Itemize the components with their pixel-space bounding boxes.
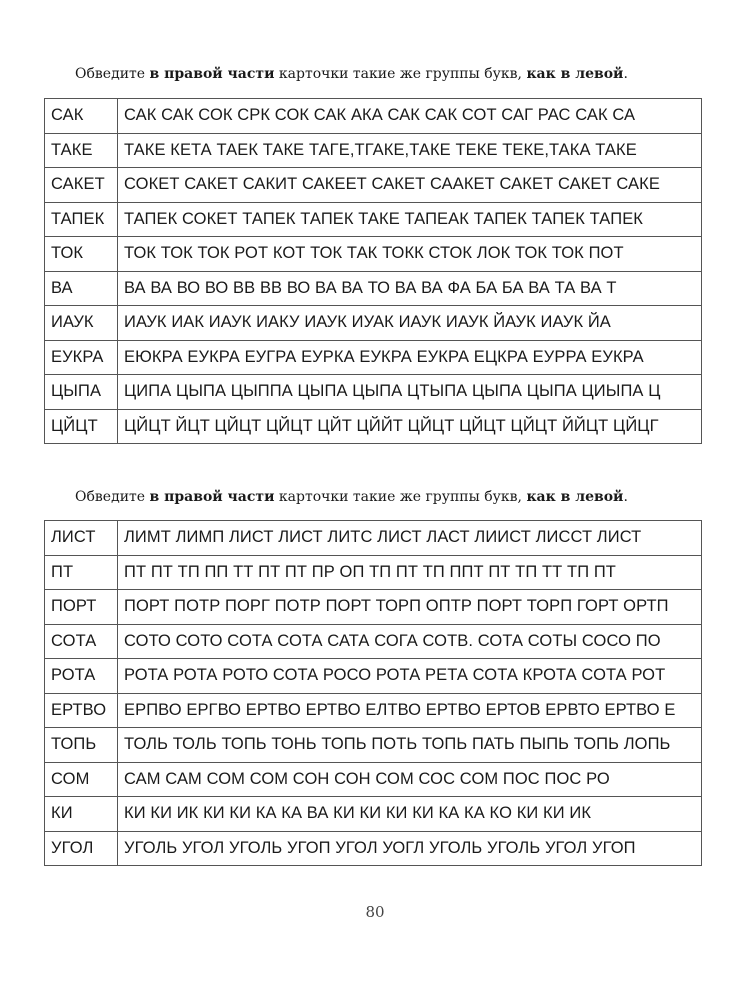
card-row [45, 133, 702, 168]
target-letter-group: РОТА [45, 659, 118, 694]
letter-groups-row: ТОЛЬ ТОЛЬ ТОПЬ ТОНЬ ТОПЬ ПОТЬ ТОПЬ ПАТЬ ПЫПЬ ТОПЬ ЛОПЬ [118, 728, 702, 763]
letter-groups-row: САМ САМ СОМ СОМ СОН СОН СОМ СОС СОМ ПОС ПОС РО [118, 762, 702, 797]
instruction-part: . [623, 489, 628, 505]
letter-groups-row: КИ КИ ИК КИ КИ КА КА ВА КИ КИ КИ КИ КА КА КО КИ КИ ИК [118, 797, 702, 832]
target-letter-group: ПТ [45, 555, 118, 590]
exercise-card-2 [44, 520, 702, 866]
target-letter-group: ИАУК [45, 306, 118, 341]
letter-groups-row: ЕЮКРА ЕУКРА ЕУГРА ЕУРКА ЕУКРА ЕУКРА ЕЦКРА ЕУРРА ЕУКРА [118, 340, 702, 375]
letter-groups-row: ЛИМТ ЛИМП ЛИСТ ЛИСТ ЛИТС ЛИСТ ЛАСТ ЛИИСТ ЛИССТ ЛИСТ [118, 521, 702, 556]
letter-groups-row: ТОК ТОК ТОК РОТ КОТ ТОК ТАК ТОКК СТОК ЛОК ТОК ТОК ПОТ [118, 237, 702, 272]
page-number: 80 [365, 903, 385, 921]
target-letter-group: СОТА [45, 624, 118, 659]
card-row [45, 693, 702, 728]
letter-groups-row: ТАКЕ КЕТА ТАЕК ТАКЕ ТАГЕ,ТГАКЕ,ТАКЕ ТЕКЕ ТЕКЕ,ТАКА ТАКЕ [118, 133, 702, 168]
instruction-part: . [623, 66, 628, 82]
instruction-part: карточки такие же группы букв, [274, 66, 527, 82]
card-row [45, 831, 702, 866]
letter-groups-row: ПТ ПТ ТП ПП ТТ ПТ ПТ ПР ОП ТП ПТ ТП ППТ ПТ ТП ТТ ТП ПТ [118, 555, 702, 590]
letter-groups-row: ИАУК ИАК ИАУК ИАКУ ИАУК ИУАК ИАУК ИАУК ЙАУК ИАУК ЙА [118, 306, 702, 341]
target-letter-group: ТОК [45, 237, 118, 272]
instruction-part: карточки такие же группы букв, [274, 489, 527, 505]
letter-groups-row: ТАПЕК СОКЕТ ТАПЕК ТАПЕК ТАКЕ ТАПЕАК ТАПЕК ТАПЕК ТАПЕК [118, 202, 702, 237]
target-letter-group: ЕУКРА [45, 340, 118, 375]
card-row [45, 237, 702, 272]
card-row [45, 99, 702, 134]
target-letter-group: ЦЙЦТ [45, 409, 118, 444]
instruction-text-2 [75, 489, 695, 505]
target-letter-group: СОМ [45, 762, 118, 797]
letter-groups-row: РОТА РОТА РОТО СОТА РОСО РОТА РЕТА СОТА КРОТА СОТА РОТ [118, 659, 702, 694]
letter-groups-row: ВА ВА ВО ВО ВВ ВВ ВО ВА ВА ТО ВА ВА ФА БА БА ВА ТА ВА Т [118, 271, 702, 306]
card-row [45, 728, 702, 763]
instruction-part: Обведите [75, 489, 150, 505]
target-letter-group: САКЕТ [45, 168, 118, 203]
target-letter-group: УГОЛ [45, 831, 118, 866]
target-letter-group: ТАКЕ [45, 133, 118, 168]
instruction-bold: в правой части [149, 489, 275, 505]
letter-groups-row: СОТО СОТО СОТА СОТА САТА СОГА СОТВ. СОТА СОТЫ СОСО ПО [118, 624, 702, 659]
target-letter-group: ЦЫПА [45, 375, 118, 410]
letter-groups-row: САК САК СОК СРК СОК САК АКА САК САК СОТ САГ РАС САК СА [118, 99, 702, 134]
target-letter-group: ТАПЕК [45, 202, 118, 237]
letter-groups-row: СОКЕТ САКЕТ САКИТ САКЕЕТ САКЕТ СААКЕТ САКЕТ САКЕТ САКЕ [118, 168, 702, 203]
card-row [45, 306, 702, 341]
target-letter-group: ЕРТВО [45, 693, 118, 728]
card-row [45, 624, 702, 659]
target-letter-group: ПОРТ [45, 590, 118, 625]
instruction-part: Обведите [75, 66, 150, 82]
instruction-bold: в правой части [149, 66, 275, 82]
target-letter-group: КИ [45, 797, 118, 832]
card-row [45, 409, 702, 444]
card-row [45, 797, 702, 832]
target-letter-group: САК [45, 99, 118, 134]
target-letter-group: ВА [45, 271, 118, 306]
card-row [45, 340, 702, 375]
letter-groups-row: ЦЙЦТ ЙЦТ ЦЙЦТ ЦЙЦТ ЦЙТ ЦЙЙТ ЦЙЦТ ЦЙЦТ ЦЙЦТ ЙЙЦТ ЦЙЦГ [118, 409, 702, 444]
letter-groups-row: УГОЛЬ УГОЛ УГОЛЬ УГОП УГОЛ УОГЛ УГОЛЬ УГОЛЬ УГОЛ УГОП [118, 831, 702, 866]
card-row [45, 271, 702, 306]
letter-groups-row: ЦИПА ЦЫПА ЦЫППА ЦЫПА ЦЫПА ЦТЫПА ЦЫПА ЦЫПА ЦИЫПА Ц [118, 375, 702, 410]
card-row [45, 375, 702, 410]
card-row [45, 659, 702, 694]
exercise-card-1 [44, 98, 702, 444]
instruction-bold: как в левой [526, 489, 624, 505]
card-row [45, 202, 702, 237]
card-row [45, 521, 702, 556]
card-row [45, 555, 702, 590]
letter-groups-row: ЕРПВО ЕРГВО ЕРТВО ЕРТВО ЕЛТВО ЕРТВО ЕРТОВ ЕРВТО ЕРТВО Е [118, 693, 702, 728]
letter-groups-row: ПОРТ ПОТР ПОРГ ПОТР ПОРТ ТОРП ОПТР ПОРТ ТОРП ГОРТ ОРТП [118, 590, 702, 625]
target-letter-group: ЛИСТ [45, 521, 118, 556]
card-row [45, 762, 702, 797]
instruction-bold: как в левой [526, 66, 624, 82]
target-letter-group: ТОПЬ [45, 728, 118, 763]
instruction-text-1 [75, 66, 695, 82]
card-row [45, 590, 702, 625]
card-row [45, 168, 702, 203]
